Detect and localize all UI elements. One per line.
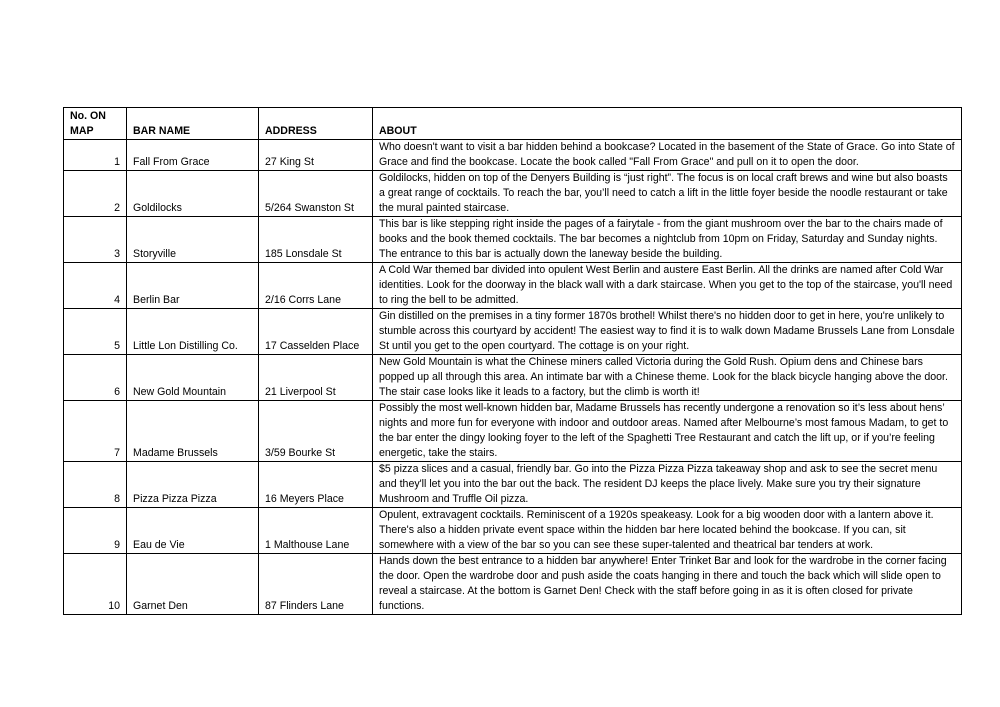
table-row [64, 309, 962, 355]
map-number: 3 [64, 217, 127, 263]
bar-address: 16 Meyers Place [259, 462, 373, 508]
bar-name: New Gold Mountain [127, 355, 259, 401]
map-number: 5 [64, 309, 127, 355]
table-row [64, 462, 962, 508]
bar-about: Hands down the best entrance to a hidden bar anywhere! Enter Trinket Bar and look for the wardrobe in the corner facing the door. Open the wardrobe door and push aside the coats hanging in there and touch the back which will slide open to reveal a staircase. At the bottom is Garnet Den! Check with the staff before going in as it is often closed for private functions. [373, 554, 962, 615]
bar-address: 1 Malthouse Lane [259, 508, 373, 554]
bar-about: A Cold War themed bar divided into opulent West Berlin and austere East Berlin. All the drinks are named after Cold War identities. Look for the doorway in the black wall with a dark staircase. When you get to the top of the staircase, you'll need to ring the bell to be admitted. [373, 263, 962, 309]
header-bar-name: BAR NAME [127, 108, 259, 140]
bar-address: 185 Lonsdale St [259, 217, 373, 263]
bar-name: Goldilocks [127, 171, 259, 217]
bar-about: New Gold Mountain is what the Chinese miners called Victoria during the Gold Rush. Opium dens and Chinese bars popped up all through this area. An intimate bar with a Chinese theme. Look for the black bicycle hanging above the door. The stair case looks like it leads to a factory, but the climb is worth it! [373, 355, 962, 401]
bar-about: This bar is like stepping right inside the pages of a fairytale - from the giant mushroom over the bar to the chairs made of books and the book themed cocktails. The bar becomes a nightclub from 10pm on Friday, Saturday and Sunday nights. The entrance to this bar is actually down the laneway beside the building. [373, 217, 962, 263]
map-number: 1 [64, 140, 127, 171]
bar-about: Goldilocks, hidden on top of the Denyers Building is “just right”. The focus is on local craft brews and wine but also boasts a great range of cocktails. To reach the bar, you’ll need to catch a lift in the little foyer beside the noodle restaurant or take the mural painted staircase. [373, 171, 962, 217]
bar-name: Little Lon Distilling Co. [127, 309, 259, 355]
table-row [64, 355, 962, 401]
hidden-bars-table [63, 107, 962, 615]
bar-about: Possibly the most well-known hidden bar, Madame Brussels has recently undergone a renovation so it’s less about hens’ nights and more fun for everyone with indoor and outdoor areas. Named after Melbourne’s most famous Madam, to get to the bar enter the dingy looking foyer to the left of the Spaghetti Tree Restaurant and catch the lift up, or if you’re feeling energetic, take the stairs. [373, 401, 962, 462]
bar-name: Garnet Den [127, 554, 259, 615]
table-row [64, 554, 962, 615]
table-row [64, 171, 962, 217]
header-address: ADDRESS [259, 108, 373, 140]
table-row [64, 263, 962, 309]
bar-address: 87 Flinders Lane [259, 554, 373, 615]
table-row [64, 217, 962, 263]
header-row [64, 108, 962, 140]
map-number: 2 [64, 171, 127, 217]
map-number: 4 [64, 263, 127, 309]
map-number: 7 [64, 401, 127, 462]
map-number: 6 [64, 355, 127, 401]
map-number: 10 [64, 554, 127, 615]
bar-name: Fall From Grace [127, 140, 259, 171]
bar-name: Pizza Pizza Pizza [127, 462, 259, 508]
header-about: ABOUT [373, 108, 962, 140]
bar-address: 21 Liverpool St [259, 355, 373, 401]
bar-name: Berlin Bar [127, 263, 259, 309]
table-row [64, 140, 962, 171]
map-number: 9 [64, 508, 127, 554]
table-row [64, 401, 962, 462]
bar-name: Madame Brussels [127, 401, 259, 462]
table-row [64, 508, 962, 554]
bar-address: 27 King St [259, 140, 373, 171]
bar-about: $5 pizza slices and a casual, friendly bar. Go into the Pizza Pizza Pizza takeaway shop and ask to see the secret menu and they'll let you into the bar out the back. The resident DJ keeps the place lively. Make sure you try their signature Mushroom and Truffle Oil pizza. [373, 462, 962, 508]
bar-address: 17 Casselden Place [259, 309, 373, 355]
bar-name: Storyville [127, 217, 259, 263]
bar-address: 5/264 Swanston St [259, 171, 373, 217]
bar-address: 2/16 Corrs Lane [259, 263, 373, 309]
map-number: 8 [64, 462, 127, 508]
bar-about: Who doesn't want to visit a bar hidden behind a bookcase? Located in the basement of the State of Grace. Go into State of Grace and find the bookcase. Locate the book called "Fall From Grace" and pull on it to open the door. [373, 140, 962, 171]
bar-address: 3/59 Bourke St [259, 401, 373, 462]
bar-about: Gin distilled on the premises in a tiny former 1870s brothel! Whilst there's no hidden door to get in here, you're unlikely to stumble across this courtyard by accident! The easiest way to find it is to walk down Madame Brussels Lane from Lonsdale St until you get to the open courtyard. The cottage is on your right. [373, 309, 962, 355]
header-map-number: No. ON MAP [64, 108, 127, 140]
bar-about: Opulent, extravagent cocktails. Reminiscent of a 1920s speakeasy. Look for a big wooden door with a lantern above it. There's also a hidden private event space within the hidden bar here located behind the bookcase. If you can, sit somewhere with a view of the bar so you can see these super-talented and theatrical bar tenders at work. [373, 508, 962, 554]
bar-name: Eau de Vie [127, 508, 259, 554]
